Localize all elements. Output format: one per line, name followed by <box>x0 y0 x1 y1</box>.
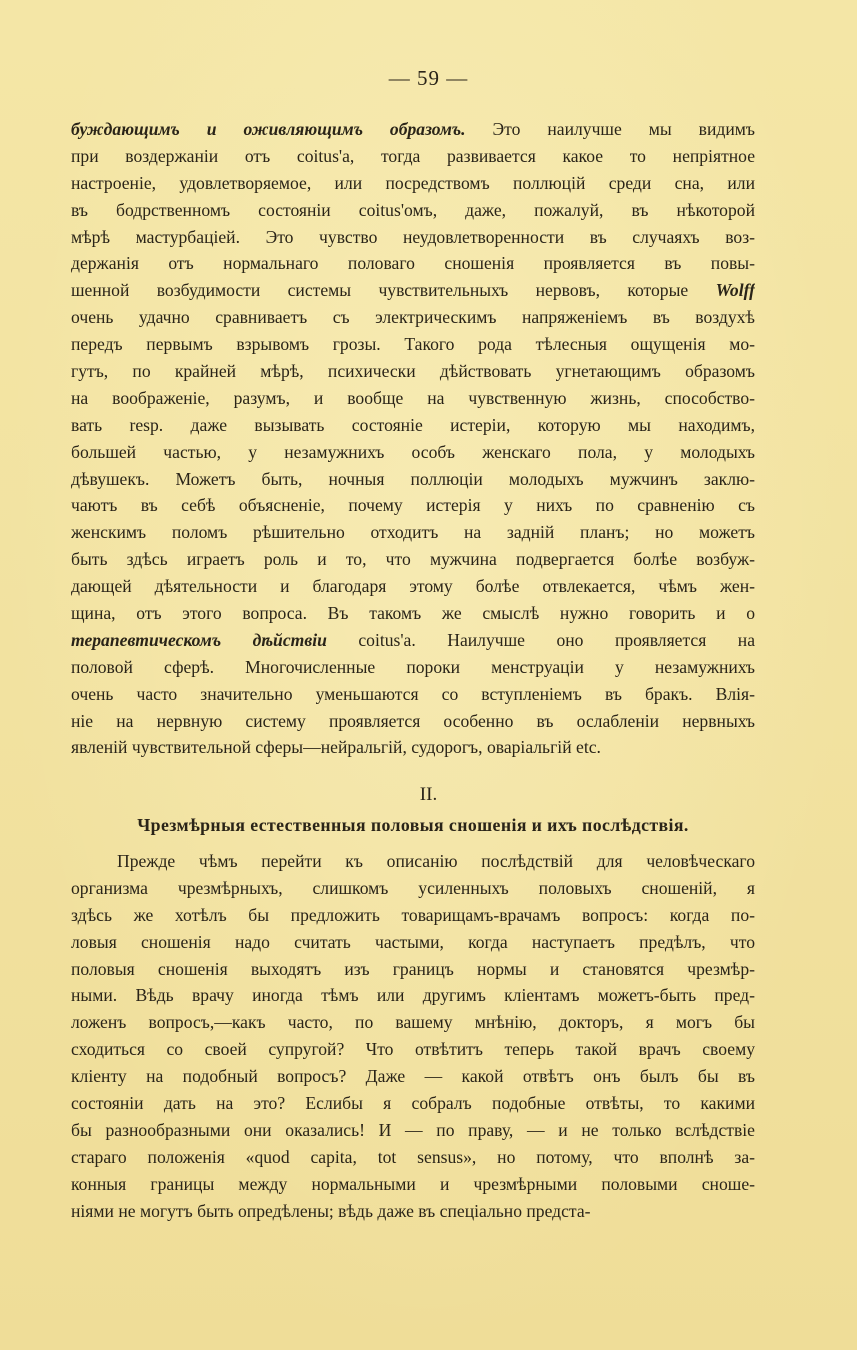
line-text: явленій чувствительной сферы—нейральгій, судорогъ, оваріальгій etc. <box>71 737 601 758</box>
line-text: при воздержаніи отъ coitus'а, тогда развивается какое то непріятное <box>71 145 755 166</box>
text-line: кліенту на подобный вопросъ? Даже — какой отвѣтъ онъ былъ бы въ <box>71 1066 755 1087</box>
line-text: на воображеніе, разумъ, и вообще на чувственную жизнь, способство- <box>71 387 755 408</box>
text-line <box>71 439 755 466</box>
text-line: стараго положенія «quod capita, tot sensus», но потому, что вполнѣ за- <box>71 1146 755 1167</box>
page-number: — 59 — <box>388 66 469 90</box>
text-line <box>71 466 755 493</box>
text-line <box>71 412 755 439</box>
text-line <box>71 304 755 331</box>
text-line: сходиться со своей супругой? Что отвѣтитъ теперь такой врачъ своему <box>71 1039 755 1060</box>
text-line <box>71 627 755 654</box>
line-text: дѣвушекъ. Можетъ быть, ночныя поллюціи молодыхъ мужчинъ заклю- <box>71 468 755 489</box>
text-line <box>71 358 755 385</box>
section-title: Чрезмѣрныя естественныя половыя сношенія и ихъ послѣдствія. <box>137 815 689 835</box>
line-text: щина, отъ этого вопроса. Въ такомъ же смыслѣ нужно говорить и о <box>71 603 755 624</box>
line-text: Это наилучше мы видимъ <box>465 119 755 139</box>
text-line <box>71 197 755 224</box>
section-number: II. <box>419 784 438 805</box>
line-text: женскимъ поломъ рѣшительно отходитъ на задній планъ; но можетъ <box>71 522 755 543</box>
text-line: состояніи дать на это? Еслибы я собралъ подобные отвѣты, то какими <box>71 1093 755 1114</box>
text-line <box>71 654 755 681</box>
text-line: ложенъ вопросъ,—какъ часто, по вашему мнѣнію, докторъ, я могъ бы <box>71 1012 755 1033</box>
text-line <box>71 170 755 197</box>
text-line <box>71 385 755 412</box>
line-text: вать resp. даже вызывать состояніе истеріи, которую мы находимъ, <box>71 414 755 435</box>
line-text: быть здѣсь играетъ роль и то, что мужчина подвергается болѣе возбуж- <box>71 549 755 570</box>
paragraph-1 <box>71 116 755 761</box>
emphasis-text: терапевтическомъ дѣйствіи <box>71 629 327 650</box>
text-line: конныя границы между нормальными и чрезмѣрными половыми сноше- <box>71 1173 755 1194</box>
text-line: Прежде чѣмъ перейти къ описанію послѣдствій для человѣческаго <box>117 851 755 871</box>
line-text: держанія отъ нормальнаго половаго сношенія проявляется въ повы- <box>71 253 755 274</box>
text-line <box>71 277 755 304</box>
line-text: большей частью, у незамужнихъ особъ женскаго пола, у молодыхъ <box>71 441 755 462</box>
text-line: ловыя сношенія надо считать частыми, когда наступаетъ предѣлъ, что <box>71 931 755 952</box>
text-line <box>71 734 755 761</box>
line-text: coitus'а. Наилучше оно проявляется на <box>326 629 755 650</box>
text-line: организма чрезмѣрныхъ, слишкомъ усиленныхъ половыхъ сношеній, я <box>71 877 755 898</box>
text-line <box>71 573 755 600</box>
line-text: очень удачно сравниваетъ съ электрическимъ напряженіемъ въ воздухѣ <box>71 307 755 328</box>
line-text: очень часто значительно уменьшаются со вступленіемъ въ бракъ. Влія- <box>71 683 755 704</box>
text-line <box>71 250 755 277</box>
line-text: дающей дѣятельности и благодаря этому болѣе отвлекается, чѣмъ жен- <box>71 576 755 597</box>
text-line <box>71 224 755 251</box>
text-line <box>71 681 755 708</box>
line-text: половой сферѣ. Многочисленные пороки менструаціи у незамужнихъ <box>71 656 755 677</box>
text-line: бы разнообразными они оказались! И — по праву, — и не только вслѣдствіе <box>71 1119 755 1140</box>
line-text: настроеніе, удовлетворяемое, или посредствомъ поллюцій среди сна, или <box>71 172 755 193</box>
text-line <box>71 546 755 573</box>
line-text: въ бодрственномъ состояніи coitus'омъ, даже, пожалуй, въ нѣкоторой <box>71 199 755 220</box>
text-line <box>71 492 755 519</box>
emphasis-text: буждающимъ и оживляющимъ образомъ. <box>71 119 466 139</box>
text-line <box>71 143 755 170</box>
line-text: передъ первымъ взрывомъ грозы. Такого рода тѣлесныя ощущенія мо- <box>71 334 755 355</box>
text-line <box>71 116 755 143</box>
line-text: гутъ, по крайней мѣрѣ, психически дѣйствовать угнетающимъ образомъ <box>71 361 755 382</box>
text-line: ніями не могутъ быть опредѣлены; вѣдь даже въ спеціально предста- <box>71 1200 591 1221</box>
text-line <box>71 600 755 627</box>
text-line: здѣсь же хотѣлъ бы предложить товарищамъ-врачамъ вопросъ: когда по- <box>71 904 755 925</box>
emphasis-text: Wolff <box>715 280 755 301</box>
text-line: половыя сношенія выходятъ изъ границъ нормы и становятся чрезмѣр- <box>71 958 755 979</box>
paragraph-2 <box>71 848 755 1224</box>
text-line <box>71 708 755 735</box>
line-text: чаютъ въ себѣ объясненіе, почему истерія у нихъ по сравненію съ <box>71 495 755 516</box>
text-line: ными. Вѣдь врачу иногда тѣмъ или другимъ кліентамъ можетъ-быть пред- <box>71 985 755 1006</box>
line-text: мѣрѣ мастурбаціей. Это чувство неудовлетворенности въ случаяхъ воз- <box>71 226 755 247</box>
line-text: шенной возбудимости системы чувствительныхъ нервовъ, которые <box>71 280 716 301</box>
text-line <box>71 519 755 546</box>
line-text: ніе на нервную систему проявляется особенно въ ослабленіи нервныхъ <box>71 710 755 731</box>
text-line <box>71 331 755 358</box>
